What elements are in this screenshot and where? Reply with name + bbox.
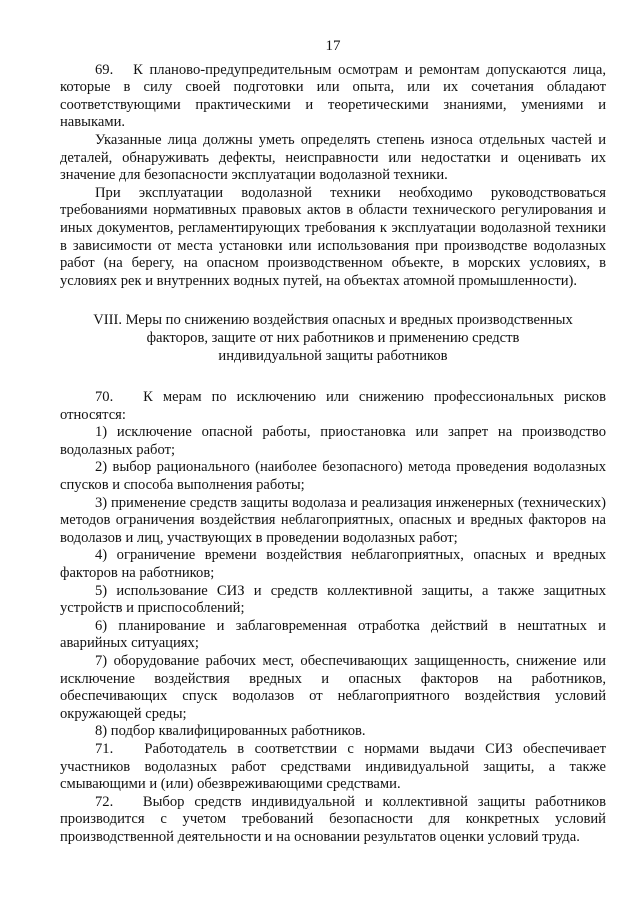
paragraph-70-intro: 70. К мерам по исключению или снижению профессиональных рисков относятся: <box>60 389 606 423</box>
list-item: 3) применение средств защиты водолаза и реализация инженерных (технических) методов ограничения воздействия неблагоприятных, опасных и вредных факторов на водолазов и лиц, участвующих в проведении водолазных работ; <box>60 494 606 546</box>
list-item: 4) ограничение времени воздействия неблагоприятных, опасных и вредных факторов на работников; <box>60 547 606 582</box>
list-item: 5) использование СИЗ и средств коллективной защиты, а также защитных устройств и приспособлений; <box>60 582 606 617</box>
paragraph-persons-skills: Указанные лица должны уметь определять степень износа отдельных частей и деталей, обнаруживать дефекты, неисправности или недостатки и оценивать их значение для безопасности эксплуатации водолазной техники. <box>60 131 606 184</box>
section-heading-line: VIII. Меры по снижению воздействия опасных и вредных производственных <box>93 312 573 329</box>
section-heading-line: факторов, защите от них работников и применению средств <box>146 329 520 346</box>
section-heading-line: индивидуальной защиты работников <box>218 347 448 364</box>
list-item: 6) планирование и заблаговременная отработка действий в нештатных и аварийных ситуациях; <box>60 617 606 652</box>
paragraph-operation-requirements: При эксплуатации водолазной техники необходимо руководствоваться требованиями нормативных правовых актов в области технического регулирования и иных документов, регламентирующих требования к эксплуатации водолазной техники в зависимости от места установки или использования при производстве водолазных работ (на берегу, на опасном производственном объекте, в морских условиях, в условиях рек и внутренних водных путей, на объектах атомной промышленности). <box>60 184 606 289</box>
paragraph-69: 69. К планово-предупредительным осмотрам и ремонтам допускаются лица, которые в силу своей подготовки или опыта, или их сочетания обладают соответствующими практическими и теоретическими знаниями, умениями и навыками. <box>60 61 606 131</box>
list-item: 7) оборудование рабочих мест, обеспечивающих защищенность, снижение или исключение воздействия вредных и опасных факторов на работников, обеспечивающих спуск водолазов от неблагоприятного воздействия условий окружающей среды; <box>60 653 606 722</box>
paragraph-72: 72. Выбор средств индивидуальной и коллективной защиты работников производится с учетом требований безопасности для конкретных условий производственной деятельности и на основании результатов оценки условий труда. <box>60 793 606 845</box>
document-page <box>60 38 606 847</box>
section-heading-viii <box>60 312 606 365</box>
page-number: 17 <box>325 38 341 54</box>
paragraph-71: 71. Работодатель в соответствии с нормами выдачи СИЗ обеспечивает участников водолазных работ средствами индивидуальной защиты, а также смывающими и (или) обезвреживающими средствами. <box>60 740 606 793</box>
list-item: 8) подбор квалифицированных работников. <box>95 723 366 740</box>
list-item: 1) исключение опасной работы, приостановка или запрет на производство водолазных работ; <box>60 424 606 458</box>
list-item: 2) выбор рационального (наиболее безопасного) метода проведения водолазных спусков и способа выполнения работы; <box>60 459 606 494</box>
